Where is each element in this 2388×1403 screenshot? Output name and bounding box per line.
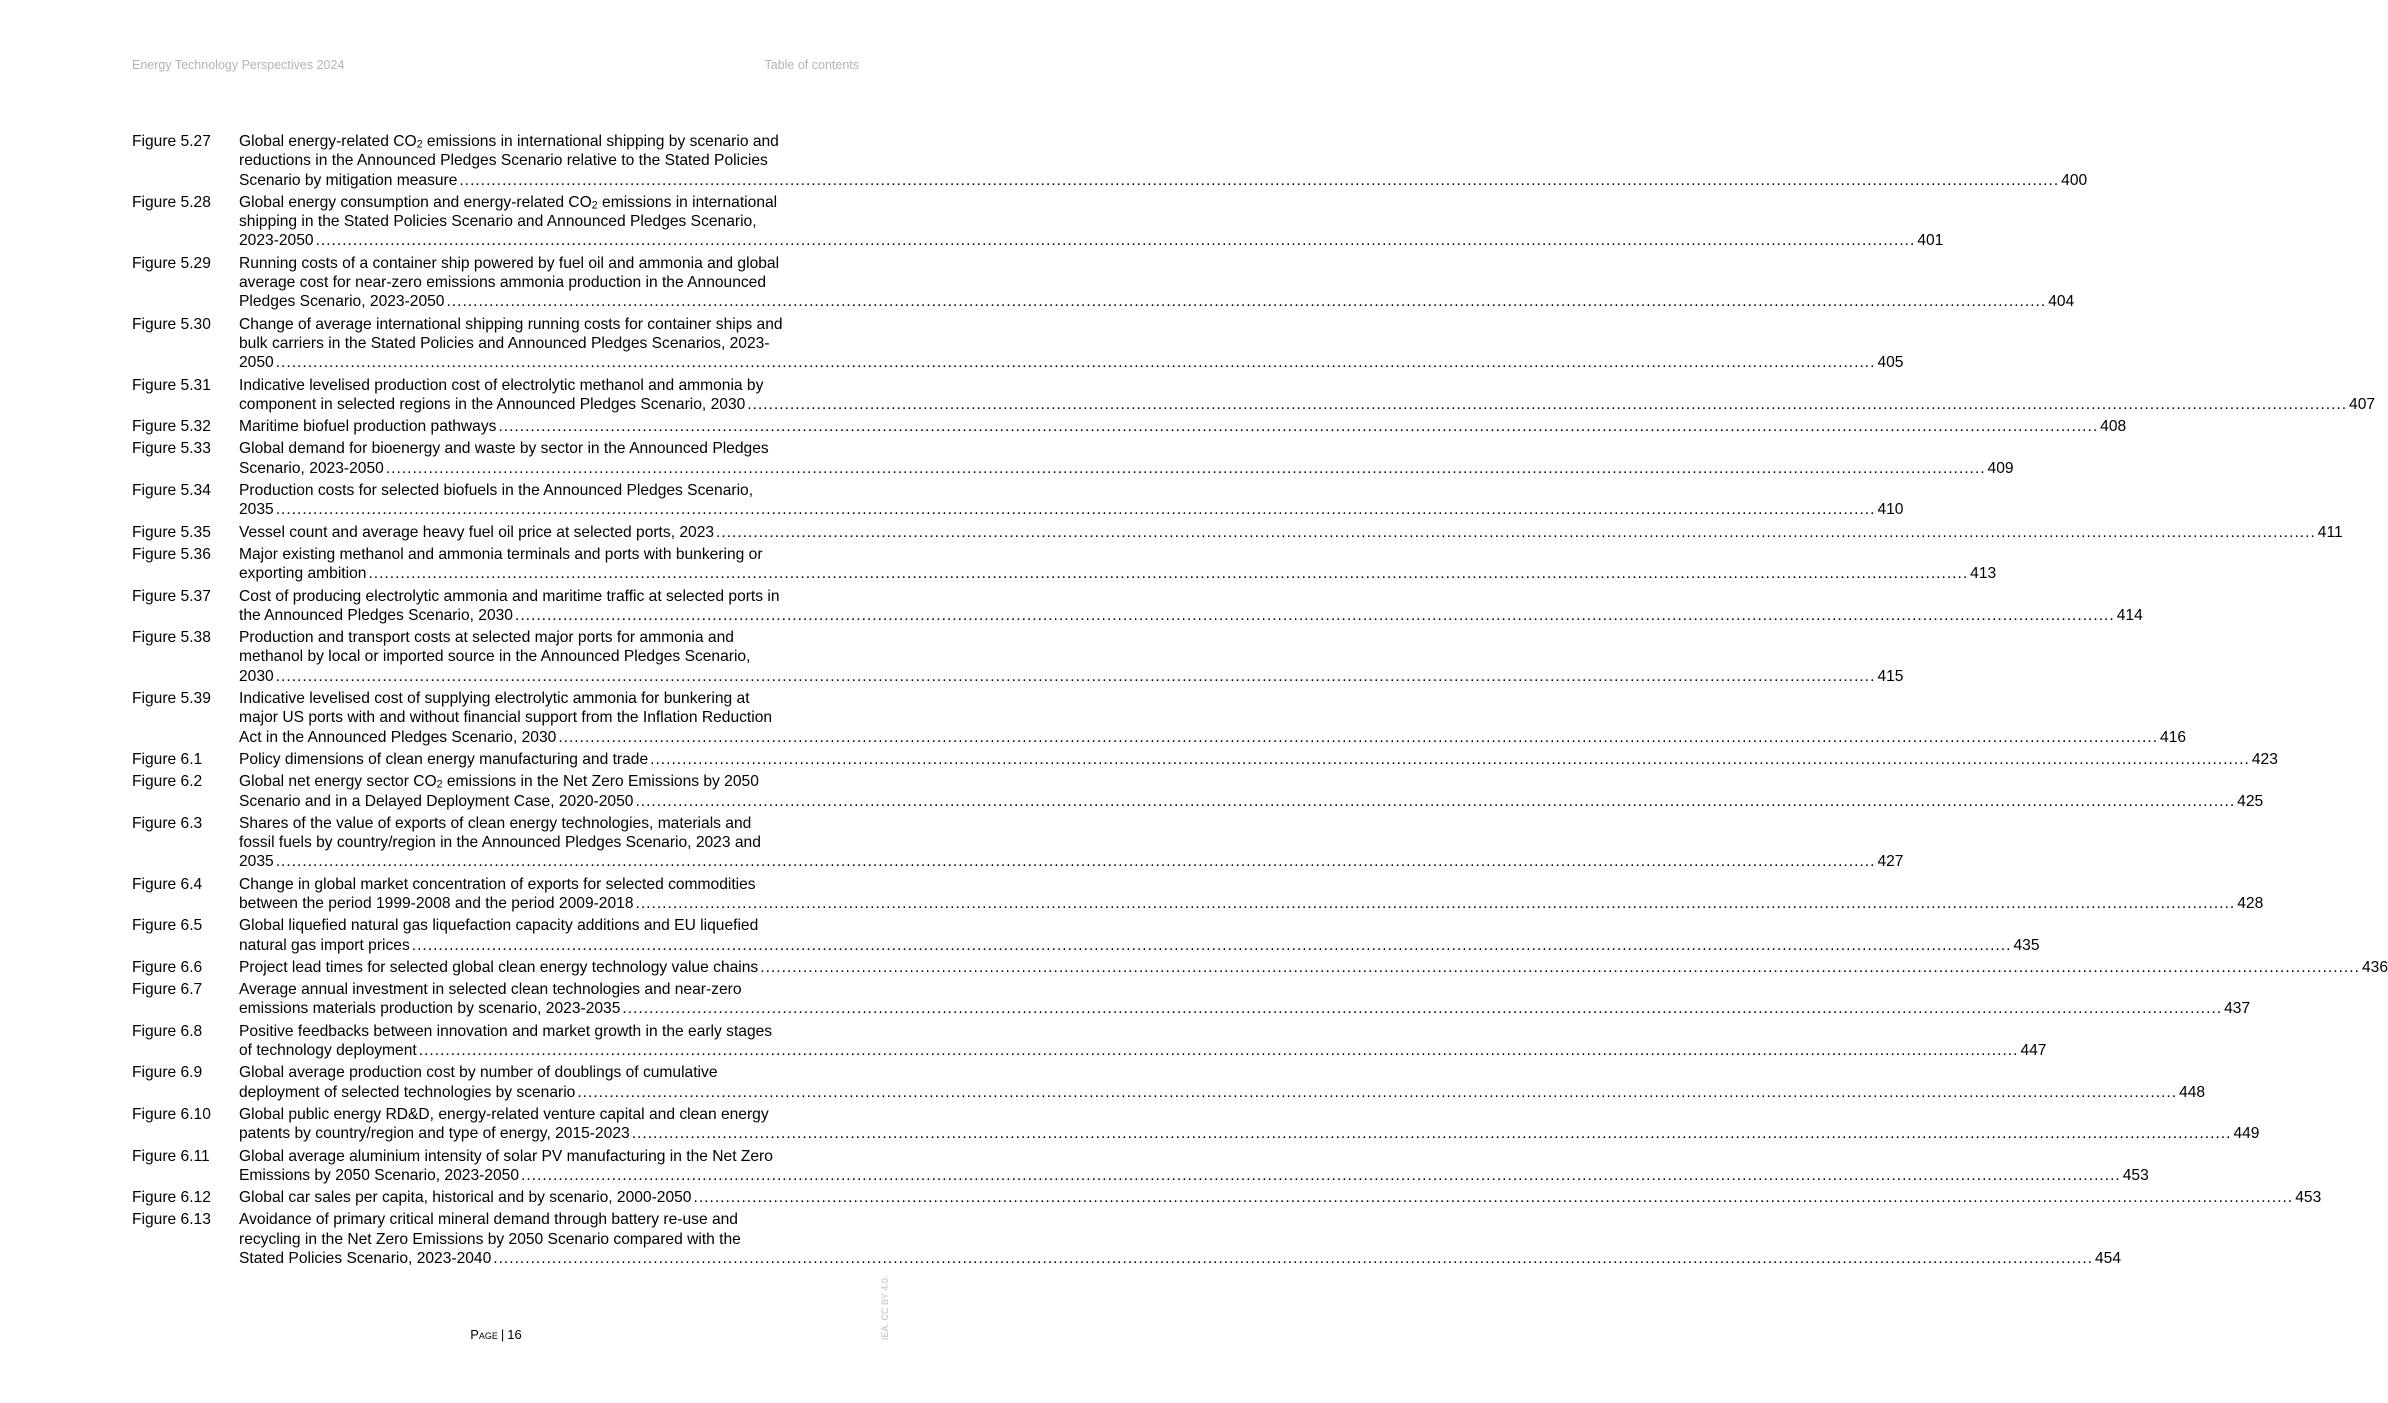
figure-title-last-line	[239, 523, 2343, 542]
figure-title-line: Global energy-related $CO_2$ emissions in international shipping by scenario and	[239, 133, 779, 151]
page-reference: 410	[1877, 501, 1904, 519]
dot-leader: ............................................................................................................................................................................................................................................................................................................	[514, 606, 2115, 624]
figure-title-last-line	[239, 1166, 2149, 1185]
dot-leader: ............................................................................................................................................................................................................................................................................................................	[631, 1125, 2232, 1143]
figure-title-line: 2050	[239, 354, 274, 372]
figure-title-last-line	[239, 958, 2388, 977]
toc-entry[interactable]	[132, 750, 2278, 769]
toc-entry[interactable]	[132, 545, 1997, 584]
page-reference: 427	[1877, 853, 1904, 871]
figure-title-line: between the period 1999-2008 and the period 2009-2018	[239, 894, 634, 912]
figure-title	[239, 628, 1904, 686]
dot-leader: ............................................................................................................................................................................................................................................................................................................	[275, 501, 1876, 519]
page-reference: 425	[2237, 792, 2264, 810]
figure-number: Figure 5.32	[132, 418, 211, 436]
figure-title-last-line	[239, 1249, 2122, 1268]
figure-title-line: emissions materials production by scenario, 2023-2035	[239, 1000, 621, 1018]
figure-title-last-line	[239, 417, 2127, 436]
toc-entry[interactable]	[132, 417, 2127, 436]
figure-title-line: major US ports with and without financial support from the Inflation Reduction	[239, 709, 773, 727]
dot-leader: ............................................................................................................................................................................................................................................................................................................	[315, 232, 1916, 250]
figure-title	[239, 958, 2388, 977]
figure-title-last-line	[239, 936, 2040, 955]
figure-title-last-line	[239, 231, 1944, 250]
figure-number: Figure 6.6	[132, 958, 203, 976]
figure-number: Figure 6.13	[132, 1211, 211, 1229]
page-reference: 447	[2020, 1042, 2047, 1060]
figure-number: Figure 5.34	[132, 482, 211, 500]
figure-title	[239, 1210, 2122, 1268]
dot-leader: ............................................................................................................................................................................................................................................................................................................	[577, 1083, 2178, 1101]
toc-entry[interactable]	[132, 628, 1904, 686]
figure-title	[239, 417, 2127, 436]
toc-entry[interactable]	[132, 1210, 2122, 1268]
figure-title-line: average cost for near-zero emissions ammonia production in the Announced	[239, 274, 767, 292]
page-reference: 437	[2224, 1000, 2251, 1018]
figure-title-last-line	[239, 852, 1904, 871]
figure-title	[239, 376, 2376, 415]
figure-number: Figure 6.2	[132, 773, 203, 791]
dot-leader: ............................................................................................................................................................................................................................................................................................................	[650, 750, 2250, 768]
figure-title-last-line	[239, 792, 2264, 811]
figure-title-last-line	[239, 1188, 2322, 1207]
page-reference: 413	[1970, 565, 1997, 583]
figure-title-last-line	[239, 1083, 2206, 1102]
toc-entry[interactable]	[132, 689, 2187, 747]
table-of-contents-list	[132, 132, 2388, 1271]
figure-title	[239, 1188, 2322, 1207]
figure-title-line: fossil fuels by country/region in the Announced Pledges Scenario, 2023 and	[239, 834, 761, 852]
figure-title	[239, 439, 2014, 478]
dot-leader: ............................................................................................................................................................................................................................................................................................................	[275, 667, 1876, 685]
figure-title-line: exporting ambition	[239, 565, 367, 583]
dot-leader: ............................................................................................................................................................................................................................................................................................................	[635, 792, 2236, 810]
figure-title-line: Cost of producing electrolytic ammonia and maritime traffic at selected ports in	[239, 587, 780, 605]
figure-title-last-line	[239, 1041, 2047, 1060]
figure-title-last-line	[239, 292, 2075, 311]
figure-title	[239, 750, 2278, 769]
page-reference: 416	[2160, 728, 2187, 746]
page-reference: 423	[2251, 750, 2278, 768]
figure-title	[239, 1063, 2206, 1102]
figure-title-last-line	[239, 564, 1997, 583]
toc-entry[interactable]	[132, 1147, 2149, 1186]
figure-title-line: Positive feedbacks between innovation and market growth in the early stages	[239, 1022, 773, 1040]
figure-title-line: Production costs for selected biofuels in the Announced Pledges Scenario,	[239, 482, 754, 500]
figure-title-line: Global demand for bioenergy and waste by sector in the Announced Pledges	[239, 440, 769, 458]
figure-number: Figure 6.5	[132, 917, 203, 935]
figure-title-line: Global average production cost by number of doublings of cumulative	[239, 1064, 718, 1082]
figure-title-line: Global public energy RD&D, energy-related venture capital and clean energy	[239, 1105, 769, 1123]
dot-leader: ............................................................................................................................................................................................................................................................................................................	[693, 1189, 2294, 1207]
figure-title-line: reductions in the Announced Pledges Scenario relative to the Stated Policies	[239, 152, 768, 170]
figure-title-line: Indicative levelised cost of supplying electrolytic ammonia for bunkering at	[239, 690, 750, 708]
figure-title-line: Scenario, 2023-2050	[239, 459, 384, 477]
toc-entry[interactable]	[132, 376, 2376, 415]
page-reference: 409	[1987, 459, 2014, 477]
figure-title-last-line	[239, 1124, 2260, 1143]
dot-leader: ............................................................................................................................................................................................................................................................................................................	[446, 293, 2047, 311]
figure-title	[239, 587, 2143, 626]
figure-title-last-line	[239, 667, 1904, 686]
figure-number: Figure 6.4	[132, 875, 203, 893]
figure-title-line: 2030	[239, 667, 274, 685]
dot-leader: ............................................................................................................................................................................................................................................................................................................	[411, 936, 2012, 954]
figure-title-last-line	[239, 395, 2376, 414]
figure-title-line: Global car sales per capita, historical and by scenario, 2000-2050	[239, 1189, 692, 1207]
figure-title-line: patents by country/region and type of energy, 2015-2023	[239, 1125, 630, 1143]
figure-title	[239, 689, 2187, 747]
page-reference: 436	[2361, 958, 2388, 976]
figure-number: Figure 5.33	[132, 440, 211, 458]
figure-title	[239, 523, 2343, 542]
figure-number: Figure 6.9	[132, 1064, 203, 1082]
figure-number: Figure 6.8	[132, 1022, 203, 1040]
figure-title-line: of technology deployment	[239, 1042, 417, 1060]
figure-title-line: recycling in the Net Zero Emissions by 2050 Scenario compared with the	[239, 1230, 741, 1248]
page-reference: 408	[2100, 418, 2127, 436]
toc-entry[interactable]	[132, 814, 1904, 872]
figure-number: Figure 6.10	[132, 1105, 211, 1123]
page-reference: 449	[2233, 1125, 2260, 1143]
toc-entry[interactable]	[132, 980, 2251, 1019]
figure-title-line: Act in the Announced Pledges Scenario, 2030	[239, 728, 557, 746]
figure-title-line: Change in global market concentration of exports for selected commodities	[239, 875, 756, 893]
figure-title-last-line	[239, 999, 2251, 1018]
figure-title-line: the Announced Pledges Scenario, 2030	[239, 606, 513, 624]
toc-entry[interactable]	[132, 916, 2040, 955]
toc-entry[interactable]	[132, 193, 1944, 251]
figure-title-line: 2035	[239, 501, 274, 519]
toc-entry[interactable]	[132, 523, 2343, 542]
page-reference: 401	[1917, 232, 1944, 250]
toc-entry[interactable]	[132, 875, 2264, 914]
figure-title-line: Global liquefied natural gas liquefaction capacity additions and EU liquefied	[239, 917, 759, 935]
figure-title	[239, 875, 2264, 914]
figure-number: Figure 6.11	[132, 1147, 210, 1165]
figure-number: Figure 5.36	[132, 545, 211, 563]
figure-number: Figure 5.27	[132, 133, 211, 150]
figure-title	[239, 315, 1904, 373]
figure-title-line: shipping in the Stated Policies Scenario and Announced Pledges Scenario,	[239, 213, 757, 231]
figure-title-line: Scenario by mitigation measure	[239, 171, 458, 189]
figure-title-last-line	[239, 459, 2014, 478]
toc-entry[interactable]	[132, 439, 2014, 478]
dot-leader: ............................................................................................................................................................................................................................................................................................................	[385, 459, 1986, 477]
page-reference: 400	[2061, 171, 2088, 189]
figure-title-line: Vessel count and average heavy fuel oil price at selected ports, 2023	[239, 523, 715, 541]
figure-title	[239, 1147, 2149, 1186]
figure-title-last-line	[239, 353, 1904, 372]
figure-title-line: Shares of the value of exports of clean energy technologies, materials and	[239, 814, 752, 832]
figure-title	[239, 132, 2088, 190]
figure-title-line: Running costs of a container ship powered by fuel oil and ammonia and global	[239, 254, 780, 272]
toc-entry[interactable]	[132, 587, 2143, 626]
figure-title-line: bulk carriers in the Stated Policies and Announced Pledges Scenarios, 2023-	[239, 334, 770, 352]
figure-number: Figure 5.29	[132, 254, 211, 272]
figure-title-last-line	[239, 750, 2278, 769]
page-reference: 453	[2122, 1166, 2149, 1184]
figure-number: Figure 5.39	[132, 690, 211, 708]
page-label: Page	[470, 1327, 498, 1342]
figure-title	[239, 1022, 2047, 1061]
figure-title-last-line	[239, 500, 1904, 519]
figure-title-last-line	[239, 894, 2264, 913]
figure-title-line: deployment of selected technologies by scenario	[239, 1083, 576, 1101]
page-reference: 411	[2317, 523, 2343, 541]
figure-title-line: Stated Policies Scenario, 2023-2040	[239, 1250, 492, 1268]
dot-leader: ............................................................................................................................................................................................................................................................................................................	[760, 958, 2360, 976]
figure-title-line: 2035	[239, 853, 274, 871]
figure-title	[239, 916, 2040, 955]
figure-title	[239, 814, 1904, 872]
figure-number: Figure 5.30	[132, 315, 211, 333]
figure-title	[239, 1105, 2260, 1144]
page-reference: 414	[2116, 606, 2143, 624]
toc-entry[interactable]	[132, 254, 2075, 312]
toc-entry[interactable]	[132, 1022, 2047, 1061]
toc-entry[interactable]	[132, 1188, 2322, 1207]
figure-title-line: methanol by local or imported source in the Announced Pledges Scenario,	[239, 648, 751, 666]
figure-title	[239, 772, 2264, 811]
page-number: 16	[507, 1327, 522, 1342]
dot-leader: ............................................................................................................................................................................................................................................................................................................	[622, 1000, 2223, 1018]
page-separator: |	[500, 1327, 505, 1342]
dot-leader: ............................................................................................................................................................................................................................................................................................................	[459, 171, 2060, 189]
dot-leader: ............................................................................................................................................................................................................................................................................................................	[558, 728, 2159, 746]
figure-title-line: Global energy consumption and energy-related $CO_2$ emissions in international	[239, 193, 778, 212]
toc-entry[interactable]	[132, 772, 2264, 811]
figure-title-line: component in selected regions in the Announced Pledges Scenario, 2030	[239, 395, 746, 413]
figure-number: Figure 5.38	[132, 629, 211, 647]
page-reference: 454	[2095, 1250, 2122, 1268]
page-reference: 448	[2179, 1083, 2206, 1101]
figure-title-line: Pledges Scenario, 2023-2050	[239, 293, 445, 311]
page-reference: 407	[2349, 395, 2376, 413]
toc-entry[interactable]	[132, 315, 1904, 373]
figure-title-line: Global average aluminium intensity of solar PV manufacturing in the Net Zero	[239, 1147, 773, 1165]
dot-leader: ............................................................................................................................................................................................................................................................................................................	[493, 1250, 2093, 1268]
dot-leader: ............................................................................................................................................................................................................................................................................................................	[716, 523, 2316, 541]
figure-title	[239, 193, 1944, 251]
figure-title-line: Project lead times for selected global clean energy technology value chains	[239, 958, 759, 976]
toc-entry[interactable]	[132, 1105, 2260, 1144]
figure-title-line: Avoidance of primary critical mineral demand through battery re-use and	[239, 1211, 738, 1229]
figure-number: Figure 6.1	[132, 750, 203, 768]
page-reference: 404	[2048, 293, 2075, 311]
page-reference: 415	[1877, 667, 1904, 685]
page-reference: 405	[1877, 354, 1904, 372]
figure-title-last-line	[239, 171, 2088, 190]
running-header-section: Table of contents	[764, 58, 859, 72]
license-notice: IEA. CC BY 4.0.	[880, 1275, 890, 1340]
figure-number: Figure 6.12	[132, 1189, 211, 1207]
figure-title-line: Change of average international shipping running costs for container ships and	[239, 315, 783, 333]
dot-leader: ............................................................................................................................................................................................................................................................................................................	[275, 853, 1876, 871]
figure-number: Figure 6.3	[132, 814, 203, 832]
running-header-title: Energy Technology Perspectives 2024	[132, 58, 345, 72]
figure-title-line: Maritime biofuel production pathways	[239, 418, 497, 436]
figure-title-line: Scenario and in a Delayed Deployment Case, 2020-2050	[239, 792, 634, 810]
figure-number: Figure 5.28	[132, 193, 211, 211]
dot-leader: ............................................................................................................................................................................................................................................................................................................	[498, 418, 2099, 436]
figure-title-last-line	[239, 728, 2187, 747]
page-footer	[0, 1327, 992, 1342]
dot-leader: ............................................................................................................................................................................................................................................................................................................	[521, 1166, 2121, 1184]
figure-title-line: Policy dimensions of clean energy manufacturing and trade	[239, 750, 649, 768]
page-reference: 428	[2237, 894, 2264, 912]
dot-leader: ............................................................................................................................................................................................................................................................................................................	[275, 354, 1876, 372]
figure-title-line: Production and transport costs at selected major ports for ammonia and	[239, 629, 734, 647]
toc-entry[interactable]	[132, 132, 2088, 190]
page-reference: 435	[2013, 936, 2040, 954]
figure-title-line: natural gas import prices	[239, 936, 410, 954]
figure-title	[239, 980, 2251, 1019]
dot-leader: ............................................................................................................................................................................................................................................................................................................	[635, 894, 2236, 912]
figure-title-line: 2023-2050	[239, 232, 314, 250]
figure-title-line: Emissions by 2050 Scenario, 2023-2050	[239, 1166, 519, 1184]
toc-entry[interactable]	[132, 481, 1904, 520]
page-reference: 453	[2295, 1189, 2322, 1207]
figure-title-line: Indicative levelised production cost of electrolytic methanol and ammonia by	[239, 376, 764, 394]
figure-title-last-line	[239, 606, 2143, 625]
toc-entry[interactable]	[132, 1063, 2206, 1102]
toc-entry[interactable]	[132, 958, 2388, 977]
figure-number: Figure 5.35	[132, 523, 211, 541]
figure-title-line: Average annual investment in selected clean technologies and near-zero	[239, 981, 742, 999]
figure-number: Figure 5.37	[132, 587, 211, 605]
figure-title	[239, 481, 1904, 520]
figure-title	[239, 545, 1997, 584]
figure-number: Figure 6.7	[132, 981, 203, 999]
dot-leader: ............................................................................................................................................................................................................................................................................................................	[747, 395, 2348, 413]
figure-title	[239, 254, 2075, 312]
figure-title-line: Major existing methanol and ammonia terminals and ports with bunkering or	[239, 545, 763, 563]
dot-leader: ............................................................................................................................................................................................................................................................................................................	[418, 1042, 2019, 1060]
dot-leader: ............................................................................................................................................................................................................................................................................................................	[368, 565, 1969, 583]
figure-number: Figure 5.31	[132, 376, 211, 394]
figure-title-line: Global net energy sector $CO_2$ emissions in the Net Zero Emissions by 2050	[239, 773, 759, 791]
